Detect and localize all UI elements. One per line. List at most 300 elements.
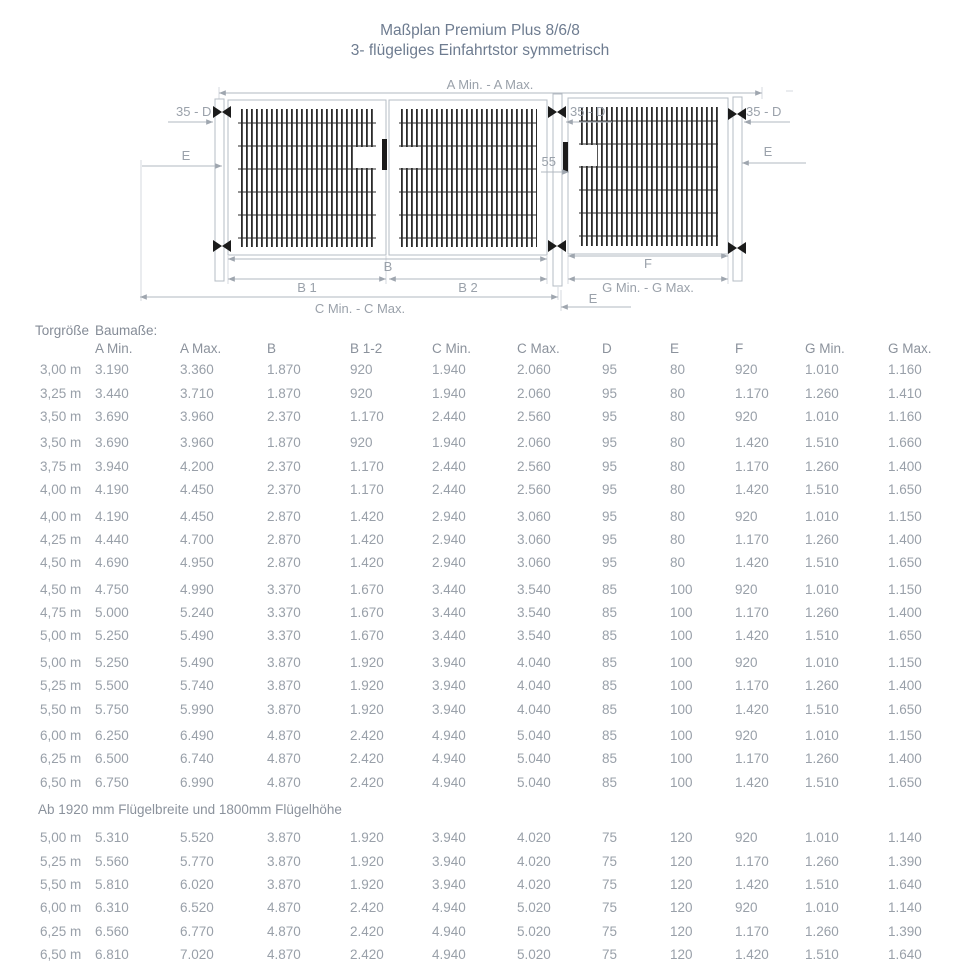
table-cell: 1.510 xyxy=(805,555,839,571)
table-row xyxy=(0,501,960,527)
table-row xyxy=(0,896,960,919)
table-cell: 1.160 xyxy=(888,408,922,424)
table-cell: 1.010 xyxy=(805,362,839,378)
table-cell: 3.440 xyxy=(432,581,466,597)
table-cell: 5.750 xyxy=(95,701,129,717)
dimensions-table-large xyxy=(0,826,960,966)
table-cell: 2.060 xyxy=(517,435,551,451)
table-cell: 2.370 xyxy=(267,482,301,498)
table-cell: 1.510 xyxy=(805,435,839,451)
table-cell: 5.990 xyxy=(180,701,214,717)
table-cell: 4.870 xyxy=(267,728,301,744)
table-cell: 120 xyxy=(670,947,693,963)
table-cell: 80 xyxy=(670,531,686,547)
table-cell: 1.170 xyxy=(350,408,384,424)
table-cell: 1.010 xyxy=(805,408,839,424)
post-middle xyxy=(553,94,562,286)
table-cell: 1.420 xyxy=(735,701,769,717)
table-cell: 75 xyxy=(602,900,618,916)
table-cell: 4.870 xyxy=(267,774,301,790)
column-header-a-min: A Min. xyxy=(95,340,133,356)
table-cell: 1.400 xyxy=(888,678,922,694)
table-cell: 1.420 xyxy=(735,877,769,892)
table-cell: 2.370 xyxy=(267,458,301,474)
table-cell: 3.540 xyxy=(517,581,551,597)
table-cell: 1.920 xyxy=(350,853,384,869)
column-header xyxy=(0,338,95,358)
table-cell: 6,00 m xyxy=(40,728,82,744)
table-cell: 4,00 m xyxy=(40,482,82,498)
table-cell: 4.690 xyxy=(95,555,129,571)
table-cell: 4,75 m xyxy=(40,605,82,621)
dim-label-d-mid: 35 - D xyxy=(570,104,606,119)
table-cell: 85 xyxy=(602,774,618,790)
table-cell: 3.370 xyxy=(267,605,301,621)
table-cell: 2.420 xyxy=(350,728,384,744)
leaf1-lock-cutout xyxy=(356,147,376,168)
dim-label-e-right: E xyxy=(763,144,773,159)
table-cell: 920 xyxy=(735,408,758,424)
table-cell: 80 xyxy=(670,482,686,498)
table-cell: 5,50 m xyxy=(40,877,82,892)
table-cell: 920 xyxy=(735,581,758,597)
dim-label-d-left: 35 - D xyxy=(176,104,212,119)
table-cell: 5.560 xyxy=(95,853,129,869)
table-cell: 2.370 xyxy=(267,408,301,424)
table-cell: 1.170 xyxy=(350,482,384,498)
table-row xyxy=(0,721,960,747)
table-cell: 3.540 xyxy=(517,605,551,621)
table-cell: 3,00 m xyxy=(40,362,82,378)
table-cell: 4.750 xyxy=(95,581,129,597)
table-cell: 85 xyxy=(602,581,618,597)
table-cell: 3.060 xyxy=(517,531,551,547)
dim-label-c: C Min. - C Max. xyxy=(314,301,406,316)
leaf1-infill xyxy=(238,109,376,247)
center-lock-bar xyxy=(382,139,387,170)
table-cell: 80 xyxy=(670,408,686,424)
table-cell: 95 xyxy=(602,362,618,378)
table-cell: 1.260 xyxy=(805,751,839,767)
table-cell: 5.520 xyxy=(180,830,214,846)
table-cell: 1.260 xyxy=(805,853,839,869)
table-cell: 1.870 xyxy=(267,385,301,401)
table-cell: 120 xyxy=(670,853,693,869)
table-cell: 80 xyxy=(670,362,686,378)
column-header-c-max: C Max. xyxy=(517,340,560,356)
table-cell: 920 xyxy=(735,830,758,846)
table-cell: 6.310 xyxy=(95,900,129,916)
table-cell: 1.420 xyxy=(735,555,769,571)
table-row xyxy=(0,528,960,551)
table-cell: 3,75 m xyxy=(40,458,82,474)
table-cell: 1.920 xyxy=(350,830,384,846)
table-cell: 3.940 xyxy=(432,701,466,717)
table-cell: 1.420 xyxy=(735,947,769,963)
side-lock-bar xyxy=(563,142,568,172)
page-title-line2: 3- flügeliges Einfahrtstor symmetrisch xyxy=(350,42,610,59)
table-cell: 1.140 xyxy=(888,900,922,916)
leaf3-infill xyxy=(579,107,718,246)
table-cell: 4.020 xyxy=(517,853,551,869)
table-cell: 5.040 xyxy=(517,774,551,790)
table-body-large xyxy=(0,826,960,966)
table-cell: 1.150 xyxy=(888,581,922,597)
table-cell: 95 xyxy=(602,555,618,571)
table-cell: 4.020 xyxy=(517,830,551,846)
table-cell: 1.920 xyxy=(350,678,384,694)
dim-label-e-bottom: E xyxy=(588,291,598,306)
table-cell: 3.190 xyxy=(95,362,129,378)
table-cell: 1.260 xyxy=(805,923,839,939)
table-row xyxy=(0,551,960,574)
table-cell: 6,25 m xyxy=(40,923,82,939)
table-cell: 2.420 xyxy=(350,751,384,767)
table-cell: 2.420 xyxy=(350,900,384,916)
table-cell: 1.010 xyxy=(805,654,839,670)
table-cell: 85 xyxy=(602,728,618,744)
table-cell: 6.020 xyxy=(180,877,214,892)
table-row xyxy=(0,943,960,966)
table-cell: 4.700 xyxy=(180,531,214,547)
table-cell: 3.370 xyxy=(267,581,301,597)
table-cell: 75 xyxy=(602,830,618,846)
table-cell: 6,00 m xyxy=(40,900,82,916)
table-cell: 6.750 xyxy=(95,774,129,790)
table-row xyxy=(0,826,960,849)
table-cell: 3.940 xyxy=(432,678,466,694)
table-cell: 920 xyxy=(350,362,373,378)
table-cell: 2.940 xyxy=(432,531,466,547)
table-cell: 1.010 xyxy=(805,728,839,744)
table-cell: 920 xyxy=(735,654,758,670)
table-row xyxy=(0,601,960,624)
table-cell: 1.420 xyxy=(735,435,769,451)
table-cell: 85 xyxy=(602,678,618,694)
table-cell: 1.010 xyxy=(805,581,839,597)
table-cell: 1.170 xyxy=(735,531,769,547)
table-cell: 4.200 xyxy=(180,458,214,474)
column-header-f: F xyxy=(735,340,744,356)
table-cell: 4.870 xyxy=(267,923,301,939)
table-cell: 95 xyxy=(602,385,618,401)
table-row xyxy=(0,697,960,720)
table-cell: 4.040 xyxy=(517,654,551,670)
table-row xyxy=(0,771,960,794)
table-cell: 1.400 xyxy=(888,458,922,474)
table-cell: 1.170 xyxy=(735,385,769,401)
table-cell: 5.770 xyxy=(180,853,214,869)
table-cell: 75 xyxy=(602,877,618,892)
table-cell: 85 xyxy=(602,654,618,670)
table-cell: 4.040 xyxy=(517,701,551,717)
table-cell: 1.920 xyxy=(350,877,384,892)
table-cell: 3.940 xyxy=(432,654,466,670)
table-cell: 1.420 xyxy=(350,555,384,571)
table-cell: 5.250 xyxy=(95,654,129,670)
table-cell: 2.420 xyxy=(350,774,384,790)
post-left xyxy=(215,99,224,281)
table-cell: 1.170 xyxy=(350,458,384,474)
table-cell: 5.000 xyxy=(95,605,129,621)
column-header-b12: B 1-2 xyxy=(350,340,383,356)
table-cell: 6.500 xyxy=(95,751,129,767)
table-cell: 2.060 xyxy=(517,385,551,401)
table-cell: 6.990 xyxy=(180,774,214,790)
column-header-g-max: G Max. xyxy=(888,340,932,356)
table-cell: 120 xyxy=(670,923,693,939)
table-cell: 2.870 xyxy=(267,531,301,547)
table-cell: 2.440 xyxy=(432,408,466,424)
post-right xyxy=(733,97,742,281)
table-cell: 4,00 m xyxy=(40,508,82,524)
table-note: Ab 1920 mm Flügelbreite und 1800mm Flügelhöhe xyxy=(38,802,342,818)
table-cell: 2.420 xyxy=(350,947,384,963)
table-row xyxy=(0,478,960,501)
table-cell: 1.870 xyxy=(267,435,301,451)
table-cell: 4,50 m xyxy=(40,581,82,597)
table-cell: 1.510 xyxy=(805,628,839,644)
table-row xyxy=(0,358,960,381)
table-cell: 3.940 xyxy=(432,877,466,892)
table-cell: 920 xyxy=(350,435,373,451)
table-cell: 4.940 xyxy=(432,947,466,963)
column-header-b: B xyxy=(267,340,277,356)
table-cell: 4.870 xyxy=(267,751,301,767)
table-cell: 3.690 xyxy=(95,435,129,451)
table-row xyxy=(0,455,960,478)
table-cell: 3.870 xyxy=(267,678,301,694)
table-cell: 100 xyxy=(670,751,693,767)
table-cell: 80 xyxy=(670,435,686,451)
table-cell: 4,25 m xyxy=(40,531,82,547)
table-row xyxy=(0,575,960,601)
table-cell: 1.170 xyxy=(735,751,769,767)
table-cell: 2.420 xyxy=(350,923,384,939)
table-cell: 1.260 xyxy=(805,605,839,621)
table-cell: 4.990 xyxy=(180,581,214,597)
dim-label-55: 55 xyxy=(541,154,556,169)
table-cell: 80 xyxy=(670,458,686,474)
table-cell: 1.940 xyxy=(432,435,466,451)
table-cell: 4.450 xyxy=(180,508,214,524)
table-cell: 5.020 xyxy=(517,947,551,963)
table-cell: 1.170 xyxy=(735,678,769,694)
table-cell: 1.420 xyxy=(350,531,384,547)
column-header-row xyxy=(0,338,960,358)
table-cell: 1.870 xyxy=(267,362,301,378)
table-cell: 2.870 xyxy=(267,555,301,571)
table-row xyxy=(0,920,960,943)
table-cell: 2.560 xyxy=(517,482,551,498)
table-cell: 4.190 xyxy=(95,508,129,524)
table-cell: 75 xyxy=(602,923,618,939)
table-cell: 5,00 m xyxy=(40,628,82,644)
table-cell: 5.020 xyxy=(517,923,551,939)
table-cell: 1.510 xyxy=(805,947,839,963)
table-cell: 1.140 xyxy=(888,830,922,846)
table-cell: 4.020 xyxy=(517,877,551,892)
table-cell: 1.640 xyxy=(888,947,922,963)
table-cell: 1.170 xyxy=(735,853,769,869)
group-header-row xyxy=(0,322,960,338)
table-cell: 1.650 xyxy=(888,482,922,498)
table-cell: 6,25 m xyxy=(40,751,82,767)
table-cell: 1.510 xyxy=(805,774,839,790)
table-cell: 1.390 xyxy=(888,853,922,869)
table-cell: 2.870 xyxy=(267,508,301,524)
table-cell: 3.940 xyxy=(432,853,466,869)
column-header-c-min: C Min. xyxy=(432,340,472,356)
table-cell: 1.650 xyxy=(888,555,922,571)
table-body-standard xyxy=(0,358,960,794)
dim-label-b: B xyxy=(383,259,393,274)
table-cell: 1.010 xyxy=(805,508,839,524)
table-cell: 2.440 xyxy=(432,458,466,474)
table-cell: 5,50 m xyxy=(40,701,82,717)
table-row xyxy=(0,873,960,896)
table-cell: 6.810 xyxy=(95,947,129,963)
dim-label-g: G Min. - G Max. xyxy=(602,280,694,295)
table-cell: 1.510 xyxy=(805,877,839,892)
table-row xyxy=(0,405,960,428)
table-cell: 4.940 xyxy=(432,923,466,939)
table-cell: 4.940 xyxy=(432,774,466,790)
table-cell: 4.040 xyxy=(517,678,551,694)
table-cell: 5.810 xyxy=(95,877,129,892)
table-cell: 920 xyxy=(735,508,758,524)
table-cell: 3,50 m xyxy=(40,435,82,451)
table-cell: 1.260 xyxy=(805,385,839,401)
table-cell: 4.940 xyxy=(432,751,466,767)
table-cell: 5.040 xyxy=(517,728,551,744)
table-cell: 1.170 xyxy=(735,605,769,621)
table-cell: 1.400 xyxy=(888,605,922,621)
table-cell: 95 xyxy=(602,458,618,474)
table-cell: 6.560 xyxy=(95,923,129,939)
table-cell: 6.740 xyxy=(180,751,214,767)
table-cell: 1.650 xyxy=(888,628,922,644)
table-cell: 120 xyxy=(670,877,693,892)
table-cell: 6.250 xyxy=(95,728,129,744)
gate-diagram xyxy=(0,0,960,330)
table-cell: 85 xyxy=(602,605,618,621)
table-cell: 1.170 xyxy=(735,458,769,474)
table-cell: 920 xyxy=(735,728,758,744)
table-cell: 4.870 xyxy=(267,900,301,916)
table-cell: 2.560 xyxy=(517,408,551,424)
table-cell: 95 xyxy=(602,508,618,524)
table-cell: 1.010 xyxy=(805,830,839,846)
table-cell: 1.400 xyxy=(888,531,922,547)
table-cell: 80 xyxy=(670,555,686,571)
table-cell: 5.040 xyxy=(517,751,551,767)
table-cell: 95 xyxy=(602,531,618,547)
table-cell: 1.510 xyxy=(805,482,839,498)
table-cell: 6,50 m xyxy=(40,774,82,790)
table-cell: 1.010 xyxy=(805,900,839,916)
table-cell: 1.260 xyxy=(805,458,839,474)
table-cell: 1.940 xyxy=(432,385,466,401)
table-cell: 920 xyxy=(350,385,373,401)
table-row xyxy=(0,674,960,697)
table-cell: 1.660 xyxy=(888,435,922,451)
table-cell: 2.060 xyxy=(517,362,551,378)
leaf2-lock-cutout xyxy=(399,147,419,168)
table-cell: 100 xyxy=(670,654,693,670)
column-header-d: D xyxy=(602,340,612,356)
table-cell: 85 xyxy=(602,628,618,644)
table-cell: 2.940 xyxy=(432,508,466,524)
column-header-a-max: A Max. xyxy=(180,340,222,356)
leaf3-lock-cutout xyxy=(579,145,597,166)
dim-label-f: F xyxy=(644,256,652,271)
column-header-e: E xyxy=(670,340,680,356)
table-cell: 100 xyxy=(670,728,693,744)
table-cell: 1.260 xyxy=(805,678,839,694)
table-row xyxy=(0,849,960,872)
table-row xyxy=(0,747,960,770)
table-cell: 1.260 xyxy=(805,531,839,547)
table-cell: 5,25 m xyxy=(40,853,82,869)
table-cell: 5,00 m xyxy=(40,654,82,670)
table-cell: 3.440 xyxy=(95,385,129,401)
table-cell: 100 xyxy=(670,605,693,621)
table-cell: 920 xyxy=(735,362,758,378)
dim-label-e-left: E xyxy=(181,148,191,163)
table-cell: 3,50 m xyxy=(40,408,82,424)
table-cell: 4.870 xyxy=(267,947,301,963)
table-cell: 1.400 xyxy=(888,751,922,767)
table-cell: 100 xyxy=(670,678,693,694)
table-cell: 75 xyxy=(602,853,618,869)
table-cell: 3.870 xyxy=(267,701,301,717)
dim-label-b1: B 1 xyxy=(297,280,317,295)
table-cell: 4.940 xyxy=(432,728,466,744)
page-title-line1: Maßplan Premium Plus 8/6/8 xyxy=(380,22,580,39)
table-row xyxy=(0,648,960,674)
table-cell: 80 xyxy=(670,385,686,401)
table-cell: 3.360 xyxy=(180,362,214,378)
table-cell: 80 xyxy=(670,508,686,524)
table-cell: 1.650 xyxy=(888,701,922,717)
table-cell: 3.440 xyxy=(432,605,466,621)
table-cell: 4.950 xyxy=(180,555,214,571)
table-cell: 6,50 m xyxy=(40,947,82,963)
table-cell: 3.940 xyxy=(95,458,129,474)
table-cell: 1.640 xyxy=(888,877,922,892)
table-cell: 2.560 xyxy=(517,458,551,474)
table-cell: 1.160 xyxy=(888,362,922,378)
table-cell: 120 xyxy=(670,830,693,846)
table-cell: 3.870 xyxy=(267,654,301,670)
table-cell: 3.060 xyxy=(517,508,551,524)
table-cell: 3.960 xyxy=(180,408,214,424)
table-cell: 1.920 xyxy=(350,701,384,717)
table-cell: 3.870 xyxy=(267,853,301,869)
table-cell: 6.770 xyxy=(180,923,214,939)
torgroesse-header: Torgröße xyxy=(35,322,90,338)
table-cell: 1.420 xyxy=(735,774,769,790)
table-cell: 4.940 xyxy=(432,900,466,916)
table-cell: 4,50 m xyxy=(40,555,82,571)
table-cell: 120 xyxy=(670,900,693,916)
table-cell: 1.150 xyxy=(888,508,922,524)
table-cell: 5.250 xyxy=(95,628,129,644)
table-cell: 1.670 xyxy=(350,581,384,597)
dim-label-b2: B 2 xyxy=(458,280,478,295)
table-cell: 4.450 xyxy=(180,482,214,498)
